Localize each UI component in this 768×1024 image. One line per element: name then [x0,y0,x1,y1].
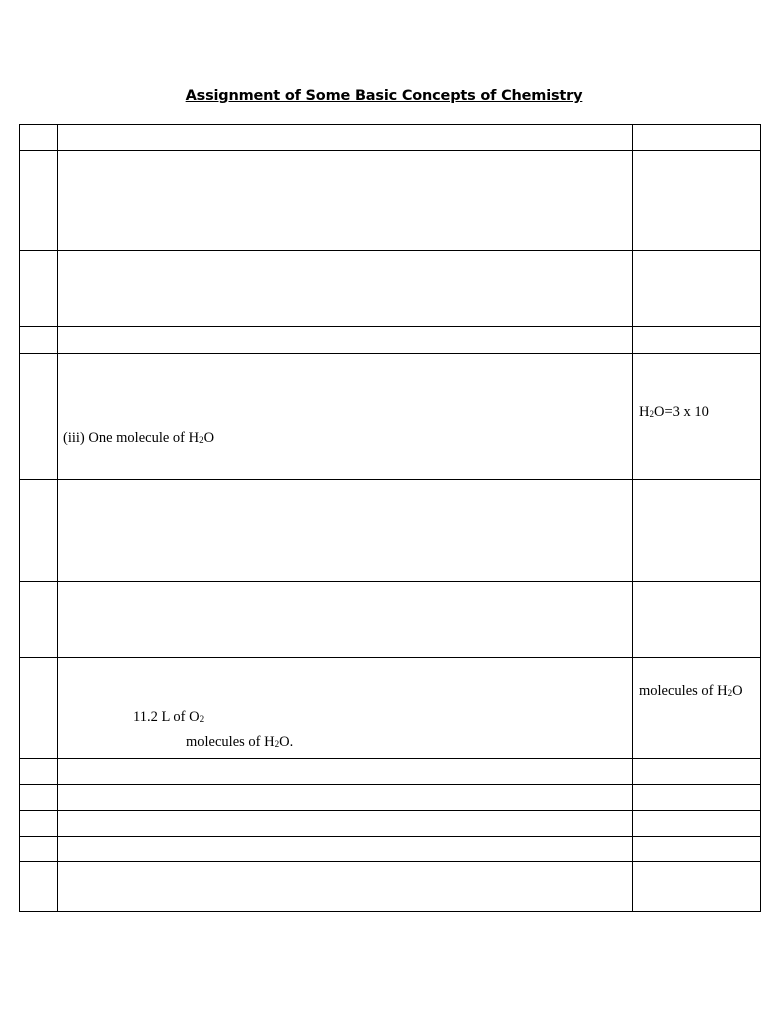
row-divider [20,657,760,658]
question-text: (iii) One molecule of $H_2O$ [63,430,215,446]
question-text: 11.2 L of $O_2$ [133,709,205,725]
row-divider [20,326,760,327]
row-divider [20,836,760,837]
row-divider [20,758,760,759]
row-divider [20,861,760,862]
answer-text: molecules of $H_2O$ [639,683,743,699]
row-divider [20,581,760,582]
row-divider [20,353,760,354]
row-divider [20,250,760,251]
row-divider [20,479,760,480]
assignment-table [19,124,761,912]
row-divider [20,810,760,811]
row-divider [20,784,760,785]
document-title: Assignment of Some Basic Concepts of Chemistry [185,88,583,104]
column-divider-number [57,125,58,911]
question-text: molecules of $H_2O$. [186,734,294,750]
answer-text: $H_2O=3$ x 10 [639,404,709,420]
column-divider-answer [632,125,633,911]
row-divider [20,150,760,151]
